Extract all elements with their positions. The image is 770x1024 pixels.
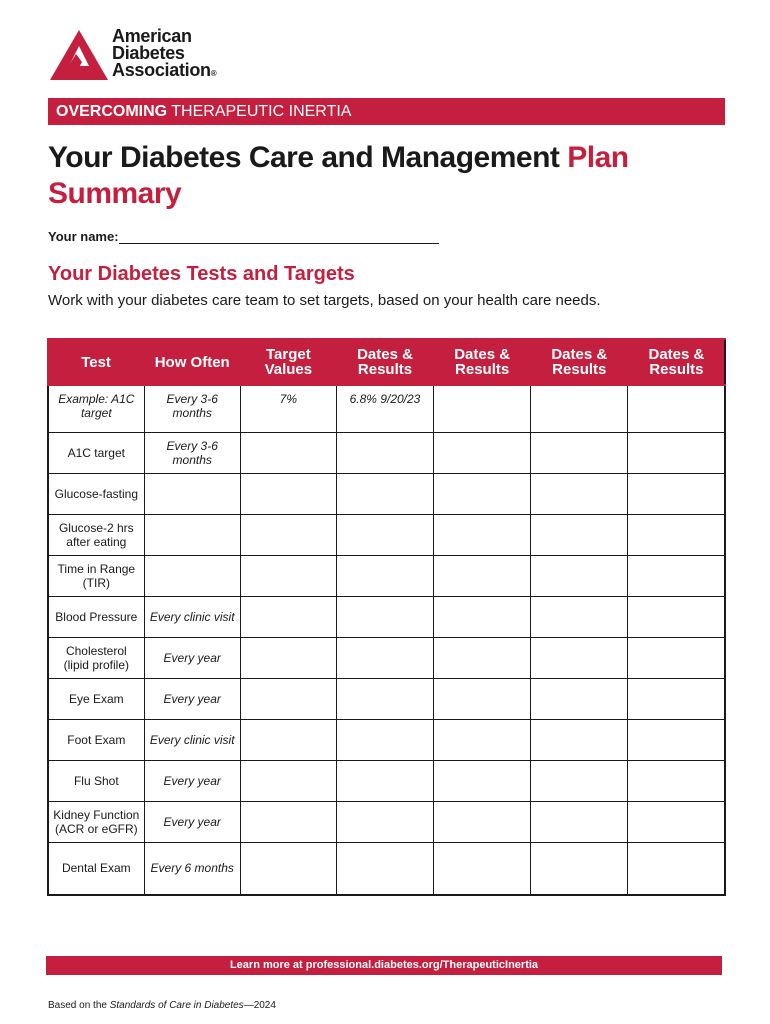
- cell-test: Foot Exam: [48, 720, 144, 761]
- cell-result-2[interactable]: [434, 515, 531, 556]
- name-blank-line[interactable]: [119, 230, 439, 244]
- cell-target[interactable]: [240, 597, 336, 638]
- cell-result-1[interactable]: [336, 720, 433, 761]
- cell-target[interactable]: [240, 515, 336, 556]
- cell-target[interactable]: [240, 433, 336, 474]
- cell-how-often[interactable]: [144, 474, 240, 515]
- cell-test: Glucose-2 hrs after eating: [48, 515, 144, 556]
- cell-result-1[interactable]: [336, 802, 433, 843]
- cell-result-4[interactable]: [628, 802, 725, 843]
- cell-target[interactable]: [240, 802, 336, 843]
- cell-target[interactable]: [240, 556, 336, 597]
- footnote: [48, 1000, 276, 1011]
- cell-result-4[interactable]: [628, 843, 725, 895]
- cell-target[interactable]: [240, 761, 336, 802]
- cell-result-4[interactable]: [628, 638, 725, 679]
- cell-result-1[interactable]: [336, 679, 433, 720]
- cell-test: A1C target: [48, 433, 144, 474]
- cell-how-often: Every clinic visit: [144, 597, 240, 638]
- cell-result-2[interactable]: [434, 433, 531, 474]
- cell-how-often: Every year: [144, 802, 240, 843]
- title-part-1: Your Diabetes Care and Management: [48, 141, 568, 174]
- cell-result-1[interactable]: [336, 556, 433, 597]
- cell-result-2[interactable]: [434, 474, 531, 515]
- cell-result-2[interactable]: [434, 761, 531, 802]
- tests-targets-table: [47, 338, 726, 896]
- cell-test: Glucose-fasting: [48, 474, 144, 515]
- cell-result-4[interactable]: [628, 679, 725, 720]
- ada-logo: [48, 28, 238, 82]
- cell-result-2[interactable]: [434, 679, 531, 720]
- table-row: [48, 679, 725, 720]
- banner-text: THERAPEUTIC INERTIA: [171, 103, 352, 120]
- cell-result-1[interactable]: [336, 433, 433, 474]
- table-header-row: [48, 339, 725, 385]
- logo-line-1: American: [112, 26, 192, 46]
- table-row: [48, 638, 725, 679]
- page-title: [48, 140, 728, 212]
- cell-result-1: 6.8% 9/20/23: [336, 385, 433, 433]
- ada-triangle-icon: [48, 28, 110, 82]
- cell-result-2[interactable]: [434, 385, 531, 433]
- header-dates-results-2: Dates & Results: [434, 339, 531, 385]
- cell-result-4[interactable]: [628, 720, 725, 761]
- footnote-prefix: Based on the: [48, 1000, 110, 1011]
- name-label: Your name:: [48, 229, 119, 244]
- table-row: [48, 761, 725, 802]
- section-title: Your Diabetes Tests and Targets: [48, 263, 355, 285]
- cell-test: Kidney Function (ACR or eGFR): [48, 802, 144, 843]
- title-part-2: Plan: [567, 141, 629, 174]
- footnote-year: —2024: [243, 1000, 276, 1011]
- cell-result-2[interactable]: [434, 843, 531, 895]
- registered-mark: ®: [210, 69, 217, 78]
- cell-result-4[interactable]: [628, 474, 725, 515]
- cell-result-4[interactable]: [628, 556, 725, 597]
- section-subtitle: Work with your diabetes care team to set targets, based on your health care needs.: [48, 292, 601, 309]
- header-dates-results-1: Dates & Results: [336, 339, 433, 385]
- logo-line-2: Diabetes: [112, 43, 185, 63]
- cell-result-1[interactable]: [336, 638, 433, 679]
- cell-result-3[interactable]: [531, 802, 628, 843]
- table-row: [48, 474, 725, 515]
- header-how-often: How Often: [144, 339, 240, 385]
- header-target-values: Target Values: [240, 339, 336, 385]
- cell-result-1[interactable]: [336, 515, 433, 556]
- cell-test: Flu Shot: [48, 761, 144, 802]
- cell-result-4[interactable]: [628, 515, 725, 556]
- cell-how-often: Every 3-6 months: [144, 433, 240, 474]
- cell-target[interactable]: [240, 474, 336, 515]
- cell-result-3[interactable]: [531, 597, 628, 638]
- cell-result-1[interactable]: [336, 597, 433, 638]
- name-field[interactable]: [48, 229, 439, 244]
- cell-how-often: Every year: [144, 638, 240, 679]
- cell-test: Blood Pressure: [48, 597, 144, 638]
- cell-how-often: Every 6 months: [144, 843, 240, 895]
- cell-target[interactable]: [240, 720, 336, 761]
- table-row-example: [48, 385, 725, 433]
- cell-result-3[interactable]: [531, 843, 628, 895]
- cell-result-3[interactable]: [531, 720, 628, 761]
- cell-result-2[interactable]: [434, 556, 531, 597]
- cell-result-3[interactable]: [531, 679, 628, 720]
- cell-result-4[interactable]: [628, 761, 725, 802]
- cell-how-often[interactable]: [144, 515, 240, 556]
- logo-wordmark: [112, 28, 216, 82]
- cell-how-often: Every year: [144, 679, 240, 720]
- cell-how-often: Every year: [144, 761, 240, 802]
- cell-result-3[interactable]: [531, 433, 628, 474]
- cell-target[interactable]: [240, 679, 336, 720]
- top-banner: [48, 98, 725, 125]
- footnote-standards: Standards of Care in Diabetes: [109, 1000, 244, 1011]
- cell-result-2[interactable]: [434, 802, 531, 843]
- table-row: [48, 556, 725, 597]
- cell-target[interactable]: [240, 843, 336, 895]
- cell-target[interactable]: [240, 638, 336, 679]
- cell-result-2[interactable]: [434, 638, 531, 679]
- cell-result-2[interactable]: [434, 720, 531, 761]
- learn-more-banner[interactable]: Learn more at professional.diabetes.org/TherapeuticInertia: [46, 956, 722, 975]
- cell-how-often: Every clinic visit: [144, 720, 240, 761]
- cell-result-3[interactable]: [531, 556, 628, 597]
- header-test: Test: [48, 339, 144, 385]
- header-dates-results-3: Dates & Results: [531, 339, 628, 385]
- cell-how-often: Every 3-6 months: [144, 385, 240, 433]
- table-row: [48, 433, 725, 474]
- cell-target: 7%: [240, 385, 336, 433]
- cell-test: Time in Range (TIR): [48, 556, 144, 597]
- cell-test: Example: A1C target: [48, 385, 144, 433]
- cell-test: Dental Exam: [48, 843, 144, 895]
- cell-result-3[interactable]: [531, 638, 628, 679]
- table-row: [48, 843, 725, 895]
- cell-result-1[interactable]: [336, 474, 433, 515]
- table-row: [48, 515, 725, 556]
- cell-result-2[interactable]: [434, 597, 531, 638]
- cell-result-1[interactable]: [336, 761, 433, 802]
- cell-result-4[interactable]: [628, 385, 725, 433]
- title-part-3: Summary: [48, 177, 182, 210]
- table-row: [48, 802, 725, 843]
- cell-result-4[interactable]: [628, 597, 725, 638]
- cell-test: Cholesterol (lipid profile): [48, 638, 144, 679]
- cell-test: Eye Exam: [48, 679, 144, 720]
- cell-result-3[interactable]: [531, 515, 628, 556]
- cell-result-1[interactable]: [336, 843, 433, 895]
- cell-result-3[interactable]: [531, 761, 628, 802]
- header-dates-results-4: Dates & Results: [628, 339, 725, 385]
- banner-bold-text: OVERCOMING: [56, 103, 168, 120]
- cell-result-3[interactable]: [531, 474, 628, 515]
- cell-result-4[interactable]: [628, 433, 725, 474]
- cell-how-often[interactable]: [144, 556, 240, 597]
- table-row: [48, 597, 725, 638]
- cell-result-3[interactable]: [531, 385, 628, 433]
- logo-line-3: Association: [112, 60, 211, 80]
- table-row: [48, 720, 725, 761]
